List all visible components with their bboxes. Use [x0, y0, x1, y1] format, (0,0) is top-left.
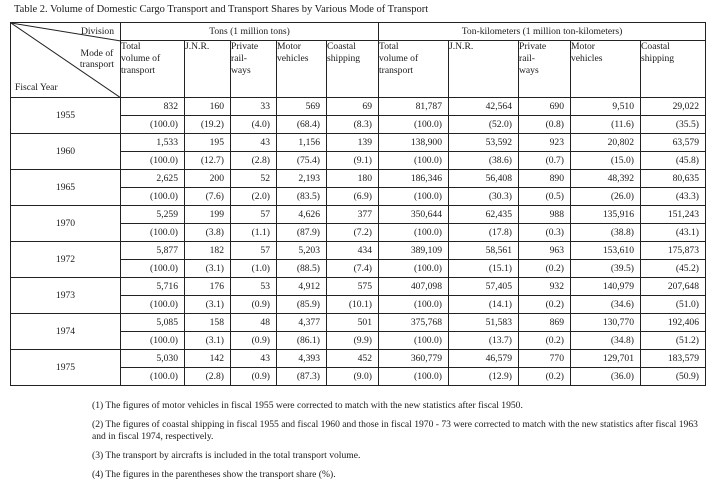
share-cell: (2.0) — [231, 188, 277, 206]
value-cell: 377 — [327, 206, 379, 224]
value-cell: 176 — [185, 278, 231, 296]
share-cell: (9.9) — [327, 332, 379, 350]
value-cell: 52 — [231, 170, 277, 188]
share-cell: (85.9) — [277, 296, 327, 314]
value-cell: 43 — [231, 134, 277, 152]
share-cell: (52.0) — [449, 116, 519, 134]
share-cell: (100.0) — [121, 152, 185, 170]
value-cell: 142 — [185, 350, 231, 368]
value-cell: 923 — [519, 134, 571, 152]
column-header-tkm-total: Total volume of transport — [379, 41, 449, 98]
share-cell: (87.9) — [277, 224, 327, 242]
share-cell: (51.2) — [641, 332, 706, 350]
corner-fiscal-year: Fiscal Year — [15, 82, 58, 93]
share-cell: (38.8) — [571, 224, 641, 242]
value-cell: 180 — [327, 170, 379, 188]
share-cell: (0.3) — [519, 224, 571, 242]
fiscal-year-cell: 1972 — [11, 242, 121, 278]
share-cell: (3.1) — [185, 260, 231, 278]
value-cell: 869 — [519, 314, 571, 332]
value-cell: 195 — [185, 134, 231, 152]
share-cell: (75.4) — [277, 152, 327, 170]
value-cell: 5,716 — [121, 278, 185, 296]
column-header-tons-total: Total volume of transport — [121, 41, 185, 98]
value-cell: 153,610 — [571, 242, 641, 260]
value-cell: 175,873 — [641, 242, 706, 260]
share-cell: (0.5) — [519, 188, 571, 206]
column-header-tons-jnr: J.N.R. — [185, 41, 231, 98]
value-cell: 69 — [327, 98, 379, 116]
value-cell: 29,022 — [641, 98, 706, 116]
share-cell: (0.9) — [231, 368, 277, 386]
share-cell: (83.5) — [277, 188, 327, 206]
value-cell: 5,877 — [121, 242, 185, 260]
value-cell: 407,098 — [379, 278, 449, 296]
share-cell: (13.7) — [449, 332, 519, 350]
value-cell: 129,701 — [571, 350, 641, 368]
share-cell: (100.0) — [121, 188, 185, 206]
value-cell: 4,377 — [277, 314, 327, 332]
share-cell: (0.2) — [519, 296, 571, 314]
value-cell: 53,592 — [449, 134, 519, 152]
share-cell: (35.5) — [641, 116, 706, 134]
value-cell: 5,030 — [121, 350, 185, 368]
table-title: Table 2. Volume of Domestic Cargo Transport and Transport Shares by Various Mode of Transport — [14, 4, 429, 15]
value-cell: 2,193 — [277, 170, 327, 188]
share-cell: (50.9) — [641, 368, 706, 386]
value-cell: 575 — [327, 278, 379, 296]
value-cell: 4,912 — [277, 278, 327, 296]
value-cell: 690 — [519, 98, 571, 116]
value-cell: 63,579 — [641, 134, 706, 152]
share-cell: (0.9) — [231, 332, 277, 350]
value-cell: 2,625 — [121, 170, 185, 188]
fiscal-year-cell: 1965 — [11, 170, 121, 206]
share-cell: (3.1) — [185, 296, 231, 314]
table-row — [11, 278, 706, 296]
share-cell: (0.2) — [519, 332, 571, 350]
value-cell: 158 — [185, 314, 231, 332]
footnotes — [92, 400, 704, 488]
value-cell: 988 — [519, 206, 571, 224]
value-cell: 56,408 — [449, 170, 519, 188]
share-cell: (8.3) — [327, 116, 379, 134]
share-cell: (7.6) — [185, 188, 231, 206]
footnote: (1) The figures of motor vehicles in fiscal 1955 were corrected to match with the new statistics after fiscal 1950. — [92, 400, 523, 411]
share-cell: (12.9) — [449, 368, 519, 386]
share-cell: (100.0) — [121, 260, 185, 278]
value-cell: 1,533 — [121, 134, 185, 152]
share-cell: (43.3) — [641, 188, 706, 206]
share-cell: (100.0) — [379, 116, 449, 134]
share-cell: (3.8) — [185, 224, 231, 242]
fiscal-year-cell: 1974 — [11, 314, 121, 350]
share-cell: (1.0) — [231, 260, 277, 278]
share-cell: (88.5) — [277, 260, 327, 278]
table-row — [11, 242, 706, 260]
value-cell: 199 — [185, 206, 231, 224]
value-cell: 569 — [277, 98, 327, 116]
column-header-tons-motor: Motor vehicles — [277, 41, 327, 98]
value-cell: 48,392 — [571, 170, 641, 188]
share-cell: (45.2) — [641, 260, 706, 278]
share-cell: (2.8) — [185, 368, 231, 386]
value-cell: 58,561 — [449, 242, 519, 260]
value-cell: 890 — [519, 170, 571, 188]
share-cell: (34.6) — [571, 296, 641, 314]
header-corner — [11, 23, 121, 98]
share-cell: (9.0) — [327, 368, 379, 386]
value-cell: 57 — [231, 242, 277, 260]
footnote: (2) The figures of coastal shipping in fiscal 1955 and fiscal 1960 and those in fiscal 1970 - 73 were corrected to match with the new statistics after fiscal 1963 and in fiscal 1974, respectively. — [92, 419, 698, 442]
share-cell: (100.0) — [379, 332, 449, 350]
share-cell: (11.6) — [571, 116, 641, 134]
value-cell: 832 — [121, 98, 185, 116]
value-cell: 42,564 — [449, 98, 519, 116]
value-cell: 81,787 — [379, 98, 449, 116]
value-cell: 160 — [185, 98, 231, 116]
column-header-tkm-private: Private rail- ways — [519, 41, 571, 98]
fiscal-year-cell: 1975 — [11, 350, 121, 386]
value-cell: 5,085 — [121, 314, 185, 332]
share-cell: (7.4) — [327, 260, 379, 278]
fiscal-year-cell: 1960 — [11, 134, 121, 170]
cargo-transport-table — [10, 22, 706, 386]
table-row — [11, 314, 706, 332]
share-cell: (9.1) — [327, 152, 379, 170]
share-cell: (34.8) — [571, 332, 641, 350]
value-cell: 186,346 — [379, 170, 449, 188]
value-cell: 57 — [231, 206, 277, 224]
share-cell: (26.0) — [571, 188, 641, 206]
value-cell: 182 — [185, 242, 231, 260]
share-cell: (10.1) — [327, 296, 379, 314]
share-cell: (38.6) — [449, 152, 519, 170]
share-cell: (3.1) — [185, 332, 231, 350]
share-cell: (100.0) — [121, 368, 185, 386]
share-cell: (30.3) — [449, 188, 519, 206]
value-cell: 5,259 — [121, 206, 185, 224]
fiscal-year-cell: 1955 — [11, 98, 121, 134]
share-cell: (100.0) — [121, 296, 185, 314]
share-cell: (17.8) — [449, 224, 519, 242]
value-cell: 192,406 — [641, 314, 706, 332]
value-cell: 501 — [327, 314, 379, 332]
group-header-ton-km: Ton-kilometers (1 million ton-kilometers) — [379, 23, 706, 41]
value-cell: 43 — [231, 350, 277, 368]
share-cell: (0.9) — [231, 296, 277, 314]
value-cell: 4,626 — [277, 206, 327, 224]
share-cell: (14.1) — [449, 296, 519, 314]
table-row — [11, 134, 706, 152]
share-cell: (6.9) — [327, 188, 379, 206]
share-cell: (100.0) — [121, 224, 185, 242]
value-cell: 48 — [231, 314, 277, 332]
share-cell: (100.0) — [379, 260, 449, 278]
share-cell: (0.7) — [519, 152, 571, 170]
footnote: (3) The transport by aircrafts is included in the total transport volume. — [92, 450, 361, 461]
share-cell: (12.7) — [185, 152, 231, 170]
share-cell: (39.5) — [571, 260, 641, 278]
value-cell: 62,435 — [449, 206, 519, 224]
share-cell: (100.0) — [121, 116, 185, 134]
column-header-tkm-coastal: Coastal shipping — [641, 41, 706, 98]
fiscal-year-cell: 1970 — [11, 206, 121, 242]
value-cell: 4,393 — [277, 350, 327, 368]
value-cell: 151,243 — [641, 206, 706, 224]
share-cell: (100.0) — [121, 332, 185, 350]
share-cell: (86.1) — [277, 332, 327, 350]
share-cell: (7.2) — [327, 224, 379, 242]
share-cell: (100.0) — [379, 296, 449, 314]
value-cell: 9,510 — [571, 98, 641, 116]
value-cell: 139 — [327, 134, 379, 152]
value-cell: 375,768 — [379, 314, 449, 332]
value-cell: 452 — [327, 350, 379, 368]
value-cell: 130,770 — [571, 314, 641, 332]
value-cell: 135,916 — [571, 206, 641, 224]
column-header-tkm-motor: Motor vehicles — [571, 41, 641, 98]
share-cell: (100.0) — [379, 152, 449, 170]
value-cell: 200 — [185, 170, 231, 188]
share-cell: (51.0) — [641, 296, 706, 314]
footnote: (4) The figures in the parentheses show the transport share (%). — [92, 469, 336, 480]
table-row — [11, 350, 706, 368]
value-cell: 389,109 — [379, 242, 449, 260]
share-cell: (2.8) — [231, 152, 277, 170]
share-cell: (43.1) — [641, 224, 706, 242]
table-row — [11, 98, 706, 116]
table-row — [11, 206, 706, 224]
share-cell: (87.3) — [277, 368, 327, 386]
share-cell: (45.8) — [641, 152, 706, 170]
share-cell: (100.0) — [379, 188, 449, 206]
value-cell: 963 — [519, 242, 571, 260]
value-cell: 183,579 — [641, 350, 706, 368]
share-cell: (0.8) — [519, 116, 571, 134]
value-cell: 5,203 — [277, 242, 327, 260]
share-cell: (15.0) — [571, 152, 641, 170]
share-cell: (1.1) — [231, 224, 277, 242]
corner-division: Division — [80, 26, 114, 37]
column-header-tkm-jnr: J.N.R. — [449, 41, 519, 98]
value-cell: 350,644 — [379, 206, 449, 224]
value-cell: 51,583 — [449, 314, 519, 332]
share-cell: (4.0) — [231, 116, 277, 134]
share-cell: (100.0) — [379, 224, 449, 242]
value-cell: 53 — [231, 278, 277, 296]
share-cell: (0.2) — [519, 368, 571, 386]
value-cell: 80,635 — [641, 170, 706, 188]
share-cell: (15.1) — [449, 260, 519, 278]
share-cell: (68.4) — [277, 116, 327, 134]
value-cell: 1,156 — [277, 134, 327, 152]
value-cell: 138,900 — [379, 134, 449, 152]
value-cell: 360,779 — [379, 350, 449, 368]
value-cell: 20,802 — [571, 134, 641, 152]
value-cell: 207,648 — [641, 278, 706, 296]
share-cell: (100.0) — [379, 368, 449, 386]
share-cell: (36.0) — [571, 368, 641, 386]
corner-mode-of-transport: Mode of transport — [79, 48, 114, 70]
value-cell: 57,405 — [449, 278, 519, 296]
value-cell: 932 — [519, 278, 571, 296]
value-cell: 434 — [327, 242, 379, 260]
table-row — [11, 170, 706, 188]
value-cell: 33 — [231, 98, 277, 116]
group-header-tons: Tons (1 million tons) — [121, 23, 379, 41]
value-cell: 46,579 — [449, 350, 519, 368]
value-cell: 770 — [519, 350, 571, 368]
share-cell: (19.2) — [185, 116, 231, 134]
column-header-tons-coastal: Coastal shipping — [327, 41, 379, 98]
value-cell: 140,979 — [571, 278, 641, 296]
fiscal-year-cell: 1973 — [11, 278, 121, 314]
share-cell: (0.2) — [519, 260, 571, 278]
column-header-tons-private: Private rail- ways — [231, 41, 277, 98]
